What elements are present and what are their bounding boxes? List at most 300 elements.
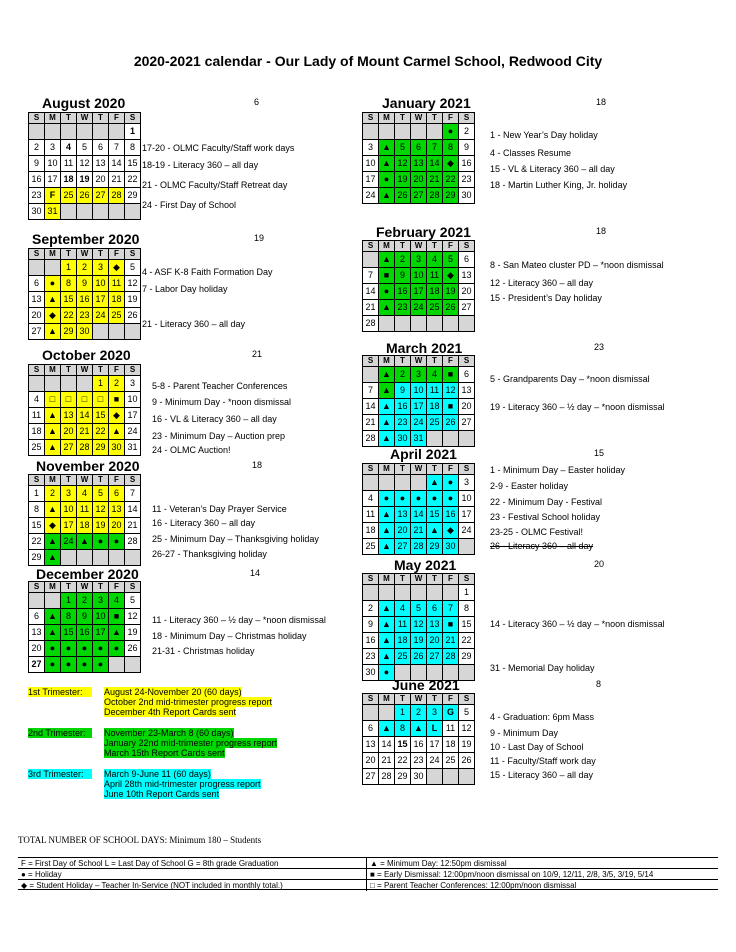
event-line: 23 - Minimum Day – Auction prep bbox=[152, 431, 286, 441]
day-cell: 27 bbox=[29, 324, 45, 340]
day-cell: 19 bbox=[125, 625, 141, 641]
month-title: February 2021 bbox=[376, 224, 471, 240]
month-day-count: 6 bbox=[254, 97, 260, 107]
day-cell: 19 bbox=[459, 737, 475, 753]
day-cell: ● bbox=[443, 491, 459, 507]
day-cell: ▲ bbox=[45, 324, 61, 340]
day-cell: 12 bbox=[77, 156, 93, 172]
day-cell: 23 bbox=[395, 415, 411, 431]
day-cell bbox=[363, 585, 379, 601]
month-title: June 2021 bbox=[392, 677, 460, 693]
day-cell: 15 bbox=[29, 518, 45, 534]
weekday-row bbox=[29, 475, 141, 486]
event-line: 2-9 - Easter holiday bbox=[490, 481, 569, 491]
day-cell: 12 bbox=[443, 383, 459, 399]
day-cell: 25 bbox=[363, 539, 379, 555]
day-cell: 8 bbox=[443, 140, 459, 156]
day-cell: 1 bbox=[61, 260, 77, 276]
day-cell: 24 bbox=[61, 534, 77, 550]
day-cell: 27 bbox=[93, 188, 109, 204]
day-cell: ▲ bbox=[411, 721, 427, 737]
day-cell bbox=[93, 124, 109, 140]
day-cell: 11 bbox=[395, 617, 411, 633]
week-row bbox=[29, 156, 141, 172]
calendar-grid bbox=[362, 573, 475, 681]
weekday-row bbox=[29, 113, 141, 124]
week-row bbox=[29, 324, 141, 340]
day-cell: 4 bbox=[395, 601, 411, 617]
day-cell: ◆ bbox=[443, 268, 459, 284]
day-cell: ◆ bbox=[45, 518, 61, 534]
day-cell: 21 bbox=[109, 172, 125, 188]
legend-row bbox=[18, 879, 718, 890]
day-cell bbox=[411, 585, 427, 601]
weekday-header: W bbox=[411, 356, 427, 367]
day-cell: 26 bbox=[395, 188, 411, 204]
calendar-grid bbox=[28, 248, 141, 340]
week-row bbox=[29, 641, 141, 657]
day-cell: 25 bbox=[61, 188, 77, 204]
trimester-line: August 24-November 20 (60 days) bbox=[104, 687, 242, 697]
day-cell: 20 bbox=[363, 753, 379, 769]
week-row bbox=[29, 625, 141, 641]
day-cell: 29 bbox=[443, 188, 459, 204]
day-cell: 3 bbox=[427, 705, 443, 721]
day-cell: 25 bbox=[443, 753, 459, 769]
day-cell bbox=[427, 585, 443, 601]
week-row bbox=[363, 753, 475, 769]
day-cell: 5 bbox=[77, 140, 93, 156]
week-row bbox=[363, 475, 475, 491]
day-cell: 29 bbox=[125, 188, 141, 204]
day-cell: ● bbox=[379, 665, 395, 681]
page-title: 2020-2021 calendar - Our Lady of Mount Carmel School, Redwood City bbox=[133, 53, 603, 69]
day-cell: ◆ bbox=[443, 523, 459, 539]
week-row bbox=[29, 657, 141, 673]
day-cell: 22 bbox=[459, 633, 475, 649]
weekday-header: F bbox=[109, 582, 125, 593]
day-cell: ● bbox=[379, 284, 395, 300]
day-cell: 11 bbox=[29, 408, 45, 424]
day-cell bbox=[109, 324, 125, 340]
day-cell: 14 bbox=[363, 399, 379, 415]
day-cell bbox=[411, 316, 427, 332]
weekday-header: W bbox=[411, 241, 427, 252]
day-cell: ▲ bbox=[45, 440, 61, 456]
weekday-header: F bbox=[109, 365, 125, 376]
day-cell bbox=[443, 316, 459, 332]
weekday-header: M bbox=[379, 694, 395, 705]
day-cell: ▲ bbox=[45, 534, 61, 550]
day-cell: ■ bbox=[109, 392, 125, 408]
day-cell bbox=[379, 475, 395, 491]
day-cell: 27 bbox=[427, 649, 443, 665]
week-row bbox=[363, 705, 475, 721]
day-cell: 13 bbox=[61, 408, 77, 424]
day-cell: 5 bbox=[93, 486, 109, 502]
weekday-header: T bbox=[427, 241, 443, 252]
day-cell: ▲ bbox=[379, 601, 395, 617]
day-cell: 16 bbox=[443, 507, 459, 523]
day-cell: 20 bbox=[29, 641, 45, 657]
event-line: 23-25 - OLMC Festival! bbox=[490, 527, 584, 537]
event-line: 21 - OLMC Faculty/Staff Retreat day bbox=[142, 180, 288, 190]
day-cell: 13 bbox=[109, 502, 125, 518]
day-cell: ● bbox=[93, 657, 109, 673]
week-row bbox=[363, 617, 475, 633]
day-cell: ◆ bbox=[443, 156, 459, 172]
weekday-header: S bbox=[363, 241, 379, 252]
day-cell: 16 bbox=[77, 292, 93, 308]
weekday-header: S bbox=[125, 249, 141, 260]
day-cell: 21 bbox=[427, 172, 443, 188]
day-cell: 16 bbox=[29, 172, 45, 188]
weekday-header: S bbox=[459, 694, 475, 705]
event-line: 9 - Minimum Day bbox=[490, 728, 559, 738]
week-row bbox=[29, 609, 141, 625]
day-cell: 3 bbox=[411, 367, 427, 383]
event-line: 5-8 - Parent Teacher Conferences bbox=[152, 381, 288, 391]
day-cell bbox=[125, 657, 141, 673]
event-line: 1 - New Year’s Day holiday bbox=[490, 130, 598, 140]
day-cell: 19 bbox=[395, 172, 411, 188]
month-title: May 2021 bbox=[394, 557, 457, 573]
day-cell: 23 bbox=[29, 188, 45, 204]
day-cell: 7 bbox=[363, 383, 379, 399]
day-cell: 6 bbox=[29, 609, 45, 625]
day-cell bbox=[29, 376, 45, 392]
weekday-header: M bbox=[45, 582, 61, 593]
day-cell: 16 bbox=[395, 399, 411, 415]
week-row bbox=[29, 534, 141, 550]
day-cell bbox=[45, 376, 61, 392]
day-cell bbox=[109, 550, 125, 566]
weekday-header: S bbox=[363, 113, 379, 124]
day-cell: 30 bbox=[77, 324, 93, 340]
day-cell bbox=[443, 585, 459, 601]
week-row bbox=[363, 539, 475, 555]
day-cell: 31 bbox=[45, 204, 61, 220]
weekday-header: M bbox=[379, 241, 395, 252]
day-cell bbox=[395, 316, 411, 332]
weekday-header: W bbox=[411, 113, 427, 124]
day-cell: 27 bbox=[29, 657, 45, 673]
week-row bbox=[363, 268, 475, 284]
day-cell: ● bbox=[45, 657, 61, 673]
week-row bbox=[29, 188, 141, 204]
event-line: 1 - Minimum Day – Easter holiday bbox=[490, 465, 626, 475]
day-cell: 12 bbox=[395, 156, 411, 172]
month-day-count: 15 bbox=[594, 448, 605, 458]
event-line: 31 - Memorial Day holiday bbox=[490, 663, 595, 673]
day-cell: ■ bbox=[443, 367, 459, 383]
weekday-header: W bbox=[411, 694, 427, 705]
event-line: 11 - Veteran’s Day Prayer Service bbox=[152, 504, 287, 514]
day-cell: ◆ bbox=[109, 260, 125, 276]
event-line: 26-27 - Thanksgiving holiday bbox=[152, 549, 267, 559]
week-row bbox=[363, 721, 475, 737]
event-line: 25 - Minimum Day – Thanksgiving holiday bbox=[152, 534, 319, 544]
day-cell: 10 bbox=[45, 156, 61, 172]
legend-item: ■ = Early Dismissal: 12:00pm/noon dismissal on 10/9, 12/11, 2/8, 3/5, 3/19, 5/14 bbox=[366, 869, 653, 880]
day-cell: 2 bbox=[45, 486, 61, 502]
day-cell: 3 bbox=[125, 376, 141, 392]
day-cell: 13 bbox=[459, 268, 475, 284]
day-cell: 28 bbox=[411, 539, 427, 555]
day-cell: 6 bbox=[411, 140, 427, 156]
trimester-line: December 4th Report Cards sent bbox=[104, 707, 237, 717]
weekday-header: T bbox=[93, 249, 109, 260]
day-cell bbox=[459, 769, 475, 785]
day-cell: 9 bbox=[395, 383, 411, 399]
day-cell bbox=[109, 124, 125, 140]
day-cell: 10 bbox=[61, 502, 77, 518]
day-cell bbox=[45, 593, 61, 609]
day-cell bbox=[427, 431, 443, 447]
day-cell: ● bbox=[411, 491, 427, 507]
day-cell: ▲ bbox=[45, 625, 61, 641]
calendar-grid bbox=[362, 240, 475, 332]
weekday-header: F bbox=[443, 694, 459, 705]
weekday-header: W bbox=[77, 365, 93, 376]
day-cell: 24 bbox=[363, 188, 379, 204]
day-cell: 30 bbox=[411, 769, 427, 785]
day-cell: 29 bbox=[395, 769, 411, 785]
day-cell: ▲ bbox=[379, 721, 395, 737]
weekday-row bbox=[363, 574, 475, 585]
day-cell bbox=[459, 665, 475, 681]
day-cell bbox=[459, 431, 475, 447]
day-cell: ▲ bbox=[427, 475, 443, 491]
day-cell: 20 bbox=[459, 284, 475, 300]
day-cell: 25 bbox=[395, 649, 411, 665]
day-cell: 23 bbox=[395, 300, 411, 316]
day-cell: 18 bbox=[427, 399, 443, 415]
day-cell: 27 bbox=[363, 769, 379, 785]
day-cell: 24 bbox=[411, 300, 427, 316]
day-cell: □ bbox=[93, 392, 109, 408]
day-cell: 23 bbox=[411, 753, 427, 769]
calendar-grid bbox=[362, 463, 475, 555]
day-cell: 7 bbox=[427, 140, 443, 156]
legend-item: ◆ = Student Holiday – Teacher In-Service (NOT included in monthly total.) bbox=[21, 881, 283, 890]
day-cell: 11 bbox=[363, 507, 379, 523]
week-row bbox=[29, 292, 141, 308]
legend-item: □ = Parent Teacher Conferences: 12:00pm/noon dismissal bbox=[366, 880, 576, 891]
day-cell: 5 bbox=[125, 593, 141, 609]
month-day-count: 18 bbox=[596, 226, 607, 236]
day-cell: 18 bbox=[363, 523, 379, 539]
weekday-header: S bbox=[125, 475, 141, 486]
day-cell: 4 bbox=[61, 140, 77, 156]
day-cell: 26 bbox=[443, 415, 459, 431]
week-row bbox=[29, 550, 141, 566]
month-title: September 2020 bbox=[32, 231, 140, 247]
day-cell: 6 bbox=[363, 721, 379, 737]
day-cell bbox=[363, 367, 379, 383]
day-cell bbox=[395, 585, 411, 601]
day-cell: 16 bbox=[411, 737, 427, 753]
day-cell: 26 bbox=[125, 308, 141, 324]
day-cell bbox=[363, 705, 379, 721]
day-cell: 15 bbox=[93, 408, 109, 424]
day-cell: 1 bbox=[459, 585, 475, 601]
day-cell: 20 bbox=[93, 172, 109, 188]
day-cell: 23 bbox=[77, 308, 93, 324]
day-cell: 30 bbox=[29, 204, 45, 220]
day-cell: 2 bbox=[109, 376, 125, 392]
day-cell: 28 bbox=[363, 316, 379, 332]
day-cell: 20 bbox=[395, 523, 411, 539]
weekday-header: S bbox=[459, 113, 475, 124]
day-cell: ▲ bbox=[45, 550, 61, 566]
day-cell bbox=[77, 550, 93, 566]
day-cell bbox=[61, 376, 77, 392]
day-cell: 17 bbox=[125, 408, 141, 424]
day-cell: 9 bbox=[77, 609, 93, 625]
day-cell: ▲ bbox=[109, 424, 125, 440]
calendar-grid bbox=[362, 693, 475, 785]
day-cell: 21 bbox=[125, 518, 141, 534]
day-cell: 14 bbox=[411, 507, 427, 523]
calendar-grid bbox=[28, 474, 141, 566]
event-line: 11 - Literacy 360 – ½ day – *noon dismissal bbox=[152, 615, 326, 625]
day-cell: ● bbox=[93, 641, 109, 657]
event-line: 24 - OLMC Auction! bbox=[152, 445, 231, 455]
day-cell: 5 bbox=[125, 260, 141, 276]
month-title: January 2021 bbox=[382, 95, 471, 111]
weekday-header: T bbox=[395, 574, 411, 585]
week-row bbox=[363, 156, 475, 172]
event-line: 4 - ASF K-8 Faith Formation Day bbox=[142, 267, 273, 277]
weekday-header: M bbox=[45, 365, 61, 376]
day-cell: 12 bbox=[125, 276, 141, 292]
day-cell: 14 bbox=[77, 408, 93, 424]
day-cell: 14 bbox=[427, 156, 443, 172]
week-row bbox=[363, 383, 475, 399]
day-cell: 23 bbox=[459, 172, 475, 188]
day-cell: 2 bbox=[77, 260, 93, 276]
day-cell: ● bbox=[45, 641, 61, 657]
weekday-row bbox=[363, 694, 475, 705]
weekday-header: S bbox=[459, 241, 475, 252]
day-cell: 26 bbox=[77, 188, 93, 204]
day-cell bbox=[45, 260, 61, 276]
day-cell: 31 bbox=[125, 440, 141, 456]
day-cell: ▲ bbox=[77, 534, 93, 550]
day-cell: 28 bbox=[125, 534, 141, 550]
total-school-days: TOTAL NUMBER OF SCHOOL DAYS: Minimum 180 – Students bbox=[18, 835, 262, 845]
day-cell: L bbox=[427, 721, 443, 737]
day-cell: 20 bbox=[427, 633, 443, 649]
day-cell: 28 bbox=[443, 649, 459, 665]
weekday-header: M bbox=[45, 249, 61, 260]
day-cell: ● bbox=[443, 124, 459, 140]
day-cell: 11 bbox=[61, 156, 77, 172]
day-cell: 16 bbox=[77, 625, 93, 641]
day-cell: 13 bbox=[93, 156, 109, 172]
day-cell: 4 bbox=[427, 252, 443, 268]
day-cell: 3 bbox=[363, 140, 379, 156]
day-cell: 1 bbox=[395, 705, 411, 721]
day-cell: ▲ bbox=[379, 617, 395, 633]
day-cell: 1 bbox=[93, 376, 109, 392]
week-row bbox=[363, 399, 475, 415]
day-cell: 27 bbox=[459, 300, 475, 316]
day-cell bbox=[379, 316, 395, 332]
day-cell: 29 bbox=[29, 550, 45, 566]
month-day-count: 14 bbox=[250, 568, 261, 578]
trimester-line: November 23-March 8 (60 days) bbox=[104, 728, 234, 738]
week-row bbox=[363, 367, 475, 383]
day-cell: 2 bbox=[395, 252, 411, 268]
day-cell: 15 bbox=[61, 292, 77, 308]
day-cell: 18 bbox=[395, 633, 411, 649]
week-row bbox=[363, 316, 475, 332]
day-cell: ● bbox=[379, 491, 395, 507]
day-cell: 29 bbox=[93, 440, 109, 456]
week-row bbox=[363, 300, 475, 316]
weekday-header: F bbox=[443, 113, 459, 124]
week-row bbox=[29, 486, 141, 502]
day-cell: 25 bbox=[427, 415, 443, 431]
day-cell: 8 bbox=[395, 721, 411, 737]
trimester-line: March 9-June 11 (60 days) bbox=[104, 769, 211, 779]
day-cell: 26 bbox=[411, 649, 427, 665]
day-cell: 4 bbox=[77, 486, 93, 502]
calendar-grid bbox=[28, 364, 141, 456]
event-line: 19 - Literacy 360 – ½ day – *noon dismissal bbox=[490, 402, 665, 412]
week-row bbox=[363, 252, 475, 268]
weekday-header: M bbox=[45, 475, 61, 486]
day-cell bbox=[459, 316, 475, 332]
day-cell: 9 bbox=[77, 276, 93, 292]
day-cell: 18 bbox=[77, 518, 93, 534]
day-cell: 22 bbox=[395, 753, 411, 769]
calendar-grid bbox=[362, 112, 475, 204]
day-cell: 28 bbox=[363, 431, 379, 447]
event-line: 24 - First Day of School bbox=[142, 200, 237, 210]
month-day-count: 20 bbox=[594, 559, 605, 569]
day-cell: 22 bbox=[29, 534, 45, 550]
day-cell: 13 bbox=[459, 383, 475, 399]
event-line: 4 - Graduation: 6pm Mass bbox=[490, 712, 595, 722]
day-cell: ▲ bbox=[109, 625, 125, 641]
trimester-line: June 10th Report Cards sent bbox=[104, 789, 220, 799]
event-line: 4 - Classes Resume bbox=[490, 148, 572, 158]
day-cell: 30 bbox=[459, 188, 475, 204]
week-row bbox=[363, 284, 475, 300]
day-cell bbox=[443, 769, 459, 785]
day-cell: 18 bbox=[427, 284, 443, 300]
day-cell: 17 bbox=[61, 518, 77, 534]
day-cell: ▲ bbox=[379, 383, 395, 399]
weekday-row bbox=[29, 249, 141, 260]
day-cell: 9 bbox=[363, 617, 379, 633]
trimester-line: March 15th Report Cards sent bbox=[104, 748, 225, 758]
day-cell: 1 bbox=[61, 593, 77, 609]
day-cell: 25 bbox=[427, 300, 443, 316]
day-cell bbox=[61, 550, 77, 566]
day-cell: 30 bbox=[395, 431, 411, 447]
day-cell: 1 bbox=[29, 486, 45, 502]
week-row bbox=[363, 585, 475, 601]
day-cell: 13 bbox=[29, 292, 45, 308]
week-row bbox=[363, 415, 475, 431]
day-cell: 17 bbox=[363, 172, 379, 188]
weekday-row bbox=[363, 464, 475, 475]
day-cell bbox=[45, 124, 61, 140]
